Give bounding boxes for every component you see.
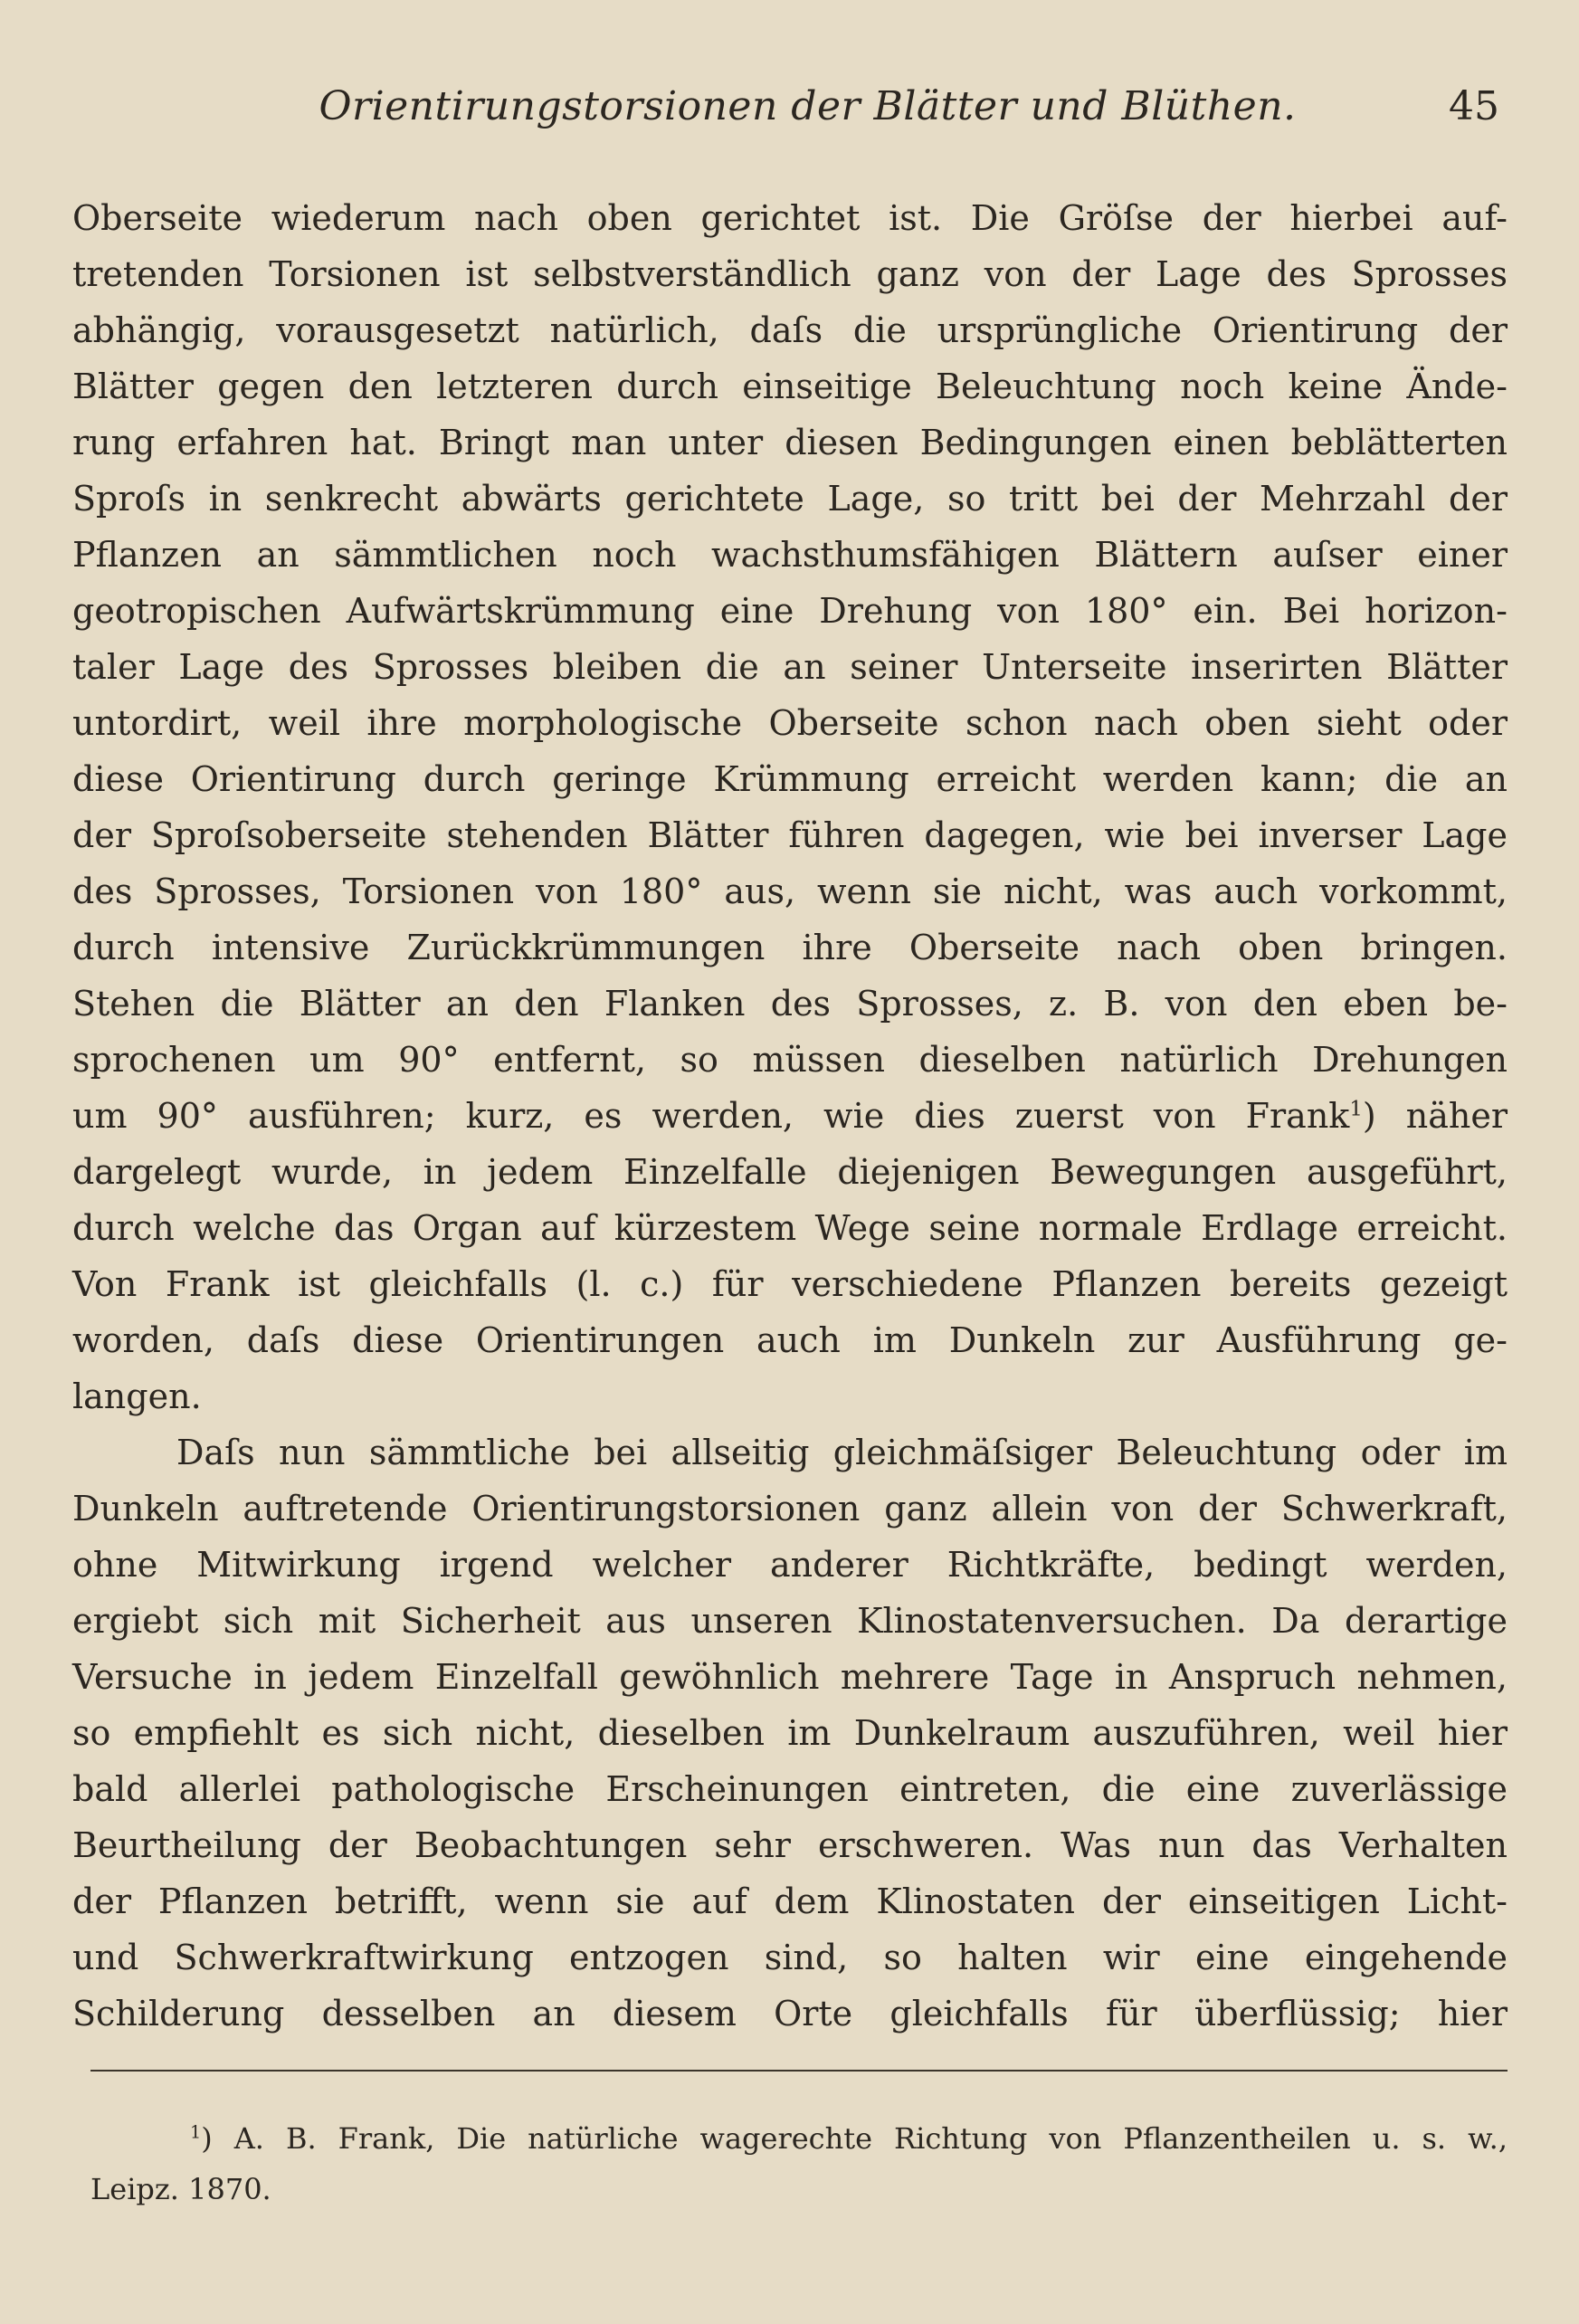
footnote-divider	[90, 2070, 1508, 2072]
text-line: Dunkeln auftretende Orientirungstorsionen ganz allein von der Schwerkraft,	[72, 1489, 1508, 1529]
text-line: Beurtheilung der Beobachtungen sehr erschweren. Was nun das Verhalten	[72, 1825, 1508, 1865]
text-line: abhängig, vorausgesetzt natürlich, daſs die ursprüngliche Orientirung der	[72, 310, 1508, 350]
text-line: so empfiehlt es sich nicht, dieselben im Dunkelraum auszuführen, weil hier	[72, 1713, 1508, 1753]
text-line: langen.	[72, 1376, 202, 1416]
text-line: Daſs nun sämmtliche bei allseitig gleichmäſsiger Beleuchtung oder im	[176, 1433, 1508, 1472]
text-line: sprochenen um 90° entfernt, so müssen dieselben natürlich Drehungen	[72, 1040, 1508, 1080]
footnote	[90, 2113, 1508, 2214]
text-line: tretenden Torsionen ist selbstverständlich ganz von der Lage des Sprosses	[72, 254, 1508, 294]
text-line: bald allerlei pathologische Erscheinungen eintreten, die eine zuverlässige	[72, 1769, 1508, 1809]
body-text	[72, 190, 1508, 2042]
text-line: Blätter gegen den letzteren durch einseitige Beleuchtung noch keine Ände-	[72, 367, 1508, 406]
text-line: untordirt, weil ihre morphologische Oberseite schon nach oben sieht oder	[72, 703, 1508, 743]
text-line: rung erfahren hat. Bringt man unter diesen Bedingungen einen beblätterten	[72, 423, 1508, 462]
text-line: durch intensive Zurückkrümmungen ihre Oberseite nach oben bringen.	[72, 928, 1508, 967]
text-line: durch welche das Organ auf kürzestem Wege seine normale Erdlage erreicht.	[72, 1208, 1508, 1248]
text-segment: ) näher	[1362, 1096, 1508, 1136]
footnote-marker: 1	[190, 2121, 202, 2143]
text-line: der Sproſsoberseite stehenden Blätter führen dagegen, wie bei inverser Lage	[72, 815, 1508, 855]
text-line: Schilderung desselben an diesem Orte gleichfalls für überflüssig; hier	[72, 1994, 1508, 2034]
text-line: dargelegt wurde, in jedem Einzelfalle diejenigen Bewegungen ausgeführt,	[72, 1152, 1508, 1192]
footnote-text: ) A. B. Frank, Die natürliche wagerechte Richtung von Pflanzentheilen u. s. w.,	[201, 2121, 1508, 2156]
page-number: 45	[1449, 83, 1499, 129]
text-line: Stehen die Blätter an den Flanken des Sprosses, z. B. von den eben be-	[72, 984, 1508, 1024]
running-header	[0, 83, 1579, 156]
text-line: des Sprosses, Torsionen von 180° aus, wenn sie nicht, was auch vorkommt,	[72, 872, 1508, 911]
text-line: Versuche in jedem Einzelfall gewöhnlich mehrere Tage in Anspruch nehmen,	[72, 1657, 1508, 1697]
text-line: worden, daſs diese Orientirungen auch im Dunkeln zur Ausführung ge-	[72, 1320, 1508, 1360]
text-line: ohne Mitwirkung irgend welcher anderer Richtkräfte, bedingt werden,	[72, 1545, 1508, 1585]
text-line: Oberseite wiederum nach oben gerichtet ist. Die Gröſse der hierbei auf-	[72, 198, 1508, 238]
text-line-with-footnote-ref	[72, 1088, 1508, 1144]
text-line: geotropischen Aufwärtskrümmung eine Drehung von 180° ein. Bei horizon-	[72, 591, 1508, 631]
running-title: Orientirungstorsionen der Blätter und Blüthen.	[319, 83, 1297, 129]
footnote-line	[90, 2113, 1508, 2164]
text-line: Pflanzen an sämmtlichen noch wachsthumsfähigen Blättern auſser einer	[72, 535, 1508, 575]
text-line: taler Lage des Sprosses bleiben die an seiner Unterseite inserirten Blätter	[72, 647, 1508, 687]
text-line: und Schwerkraftwirkung entzogen sind, so halten wir eine eingehende	[72, 1938, 1508, 1977]
footnote-reference: 1	[1349, 1097, 1363, 1121]
text-segment: um 90° ausführen; kurz, es werden, wie dies zuerst von Frank	[72, 1096, 1350, 1136]
text-line: der Pflanzen betrifft, wenn sie auf dem Klinostaten der einseitigen Licht-	[72, 1881, 1508, 1921]
text-line: diese Orientirung durch geringe Krümmung erreicht werden kann; die an	[72, 759, 1508, 799]
text-line: ergiebt sich mit Sicherheit aus unseren Klinostatenversuchen. Da derartige	[72, 1601, 1508, 1641]
footnote-line: Leipz. 1870.	[90, 2172, 271, 2206]
text-line: Von Frank ist gleichfalls (l. c.) für verschiedene Pflanzen bereits gezeigt	[72, 1264, 1508, 1304]
text-line: Sproſs in senkrecht abwärts gerichtete Lage, so tritt bei der Mehrzahl der	[72, 479, 1508, 519]
